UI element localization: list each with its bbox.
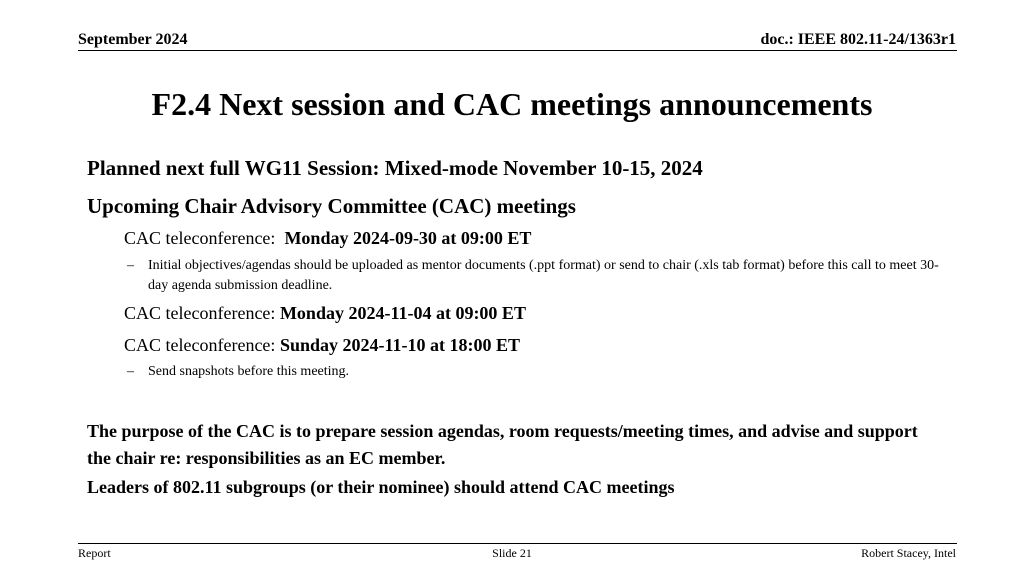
footer-left: Report bbox=[78, 546, 111, 560]
leaders-paragraph: Leaders of 802.11 subgroups (or their nominee) should attend CAC meetings bbox=[87, 477, 675, 497]
meeting-3-note-text: Send snapshots before this meeting. bbox=[148, 364, 350, 379]
meeting-3-label: CAC teleconference: bbox=[124, 335, 276, 355]
meeting-1 bbox=[124, 227, 531, 249]
footer-rule bbox=[78, 543, 957, 544]
footer-slide-number: Slide 21 bbox=[492, 546, 532, 560]
header-date: September 2024 bbox=[78, 31, 188, 48]
meeting-2-when: Monday 2024-11-04 at 09:00 ET bbox=[279, 303, 526, 323]
meeting-1-when: Monday 2024-09-30 at 09:00 ET bbox=[284, 228, 532, 248]
meeting-2 bbox=[124, 302, 526, 324]
meeting-1-label: CAC teleconference: bbox=[124, 228, 276, 248]
footer-author: Robert Stacey, Intel bbox=[861, 546, 956, 560]
upcoming-heading: Upcoming Chair Advisory Committee (CAC) meetings bbox=[87, 194, 576, 218]
dash-bullet: – bbox=[127, 258, 134, 273]
purpose-paragraph: The purpose of the CAC is to prepare session agendas, room requests/meeting times, and advise and support the chair re: responsibilities as an EC member. bbox=[87, 421, 918, 468]
planned-session: Planned next full WG11 Session: Mixed-mode November 10-15, 2024 bbox=[87, 156, 703, 180]
header-doc-id: doc.: IEEE 802.11-24/1363r1 bbox=[760, 31, 956, 48]
meeting-2-label: CAC teleconference: bbox=[124, 303, 276, 323]
meeting-1-note bbox=[127, 256, 947, 296]
meeting-3-when: Sunday 2024-11-10 at 18:00 ET bbox=[279, 335, 520, 355]
dash-bullet: – bbox=[127, 364, 134, 379]
meeting-3-note bbox=[127, 362, 947, 382]
meeting-1-note-text: Initial objectives/agendas should be uploaded as mentor documents (.ppt format) or send to chair (.xls tab format) before this call to meet 30-day agenda submission deadline. bbox=[148, 258, 939, 293]
meeting-3 bbox=[124, 334, 520, 356]
slide-title: F2.4 Next session and CAC meetings announcements bbox=[151, 86, 873, 122]
header-rule bbox=[78, 50, 957, 51]
